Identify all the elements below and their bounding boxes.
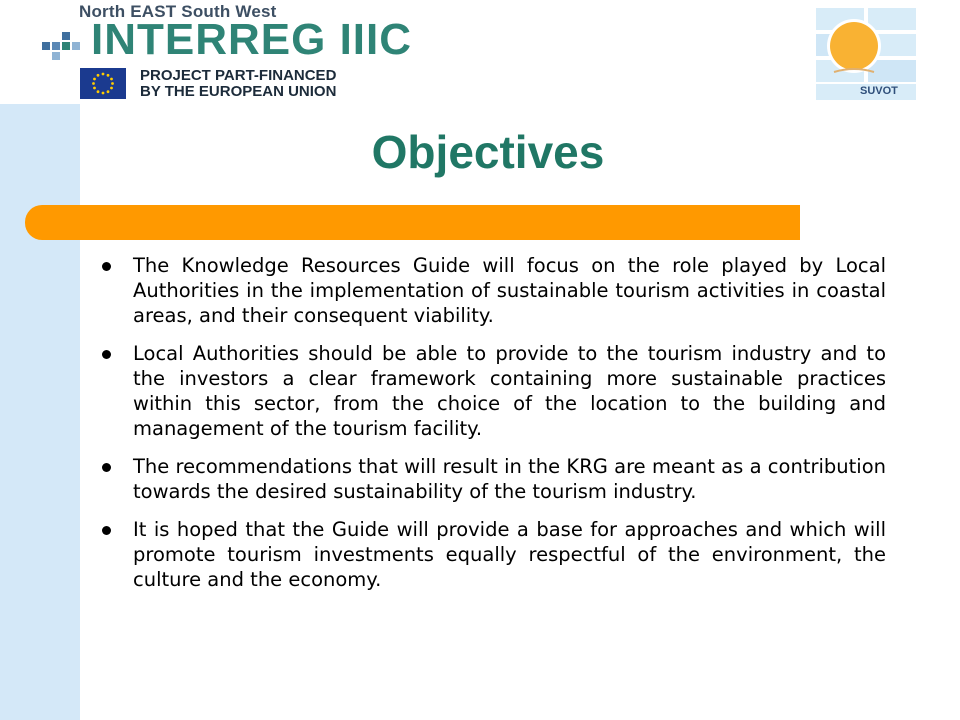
bullet-text: It is hoped that the Guide will provide a base for approaches and which will promote tourism investments equally respectful of the environment, the culture and the economy. — [133, 518, 886, 591]
program-name: INTERREG IIIC — [91, 15, 413, 64]
slide-title: Objectives — [371, 126, 605, 178]
partner-logo-text: SUVOT — [860, 85, 898, 97]
bullet-dot-icon — [102, 526, 111, 535]
list-item — [100, 517, 886, 592]
title-accent-bar — [25, 205, 800, 240]
list-item — [100, 341, 886, 441]
bullet-text: The Knowledge Resources Guide will focus on the role played by Local Authorities in the implementation of sustainable tourism activities in coastal areas, and their consequent viability. — [133, 254, 886, 327]
bullet-dot-icon — [102, 262, 111, 271]
financing-line-2: BY THE EUROPEAN UNION — [140, 83, 337, 100]
financing-line-1: PROJECT PART-FINANCED — [140, 67, 337, 84]
list-item — [100, 253, 886, 328]
header-logos — [0, 0, 960, 104]
bullet-dot-icon — [102, 463, 111, 472]
program-region-text: North EAST South West — [79, 2, 277, 21]
bullet-dot-icon — [102, 350, 111, 359]
objectives-list — [100, 253, 886, 605]
left-decorative-band — [0, 104, 80, 720]
bullet-text: Local Authorities should be able to provide to the tourism industry and to the investors a clear framework containing more sustainable practices within this sector, from the choice of the location to the building and management of the tourism facility. — [133, 342, 886, 440]
interreg-squares-icon — [40, 26, 88, 66]
financing-text — [140, 68, 336, 100]
bullet-text: The recommendations that will result in the KRG are meant as a contribution towards the desired sustainability of the tourism industry. — [133, 455, 886, 503]
eu-flag-icon — [80, 68, 126, 99]
list-item — [100, 454, 886, 504]
